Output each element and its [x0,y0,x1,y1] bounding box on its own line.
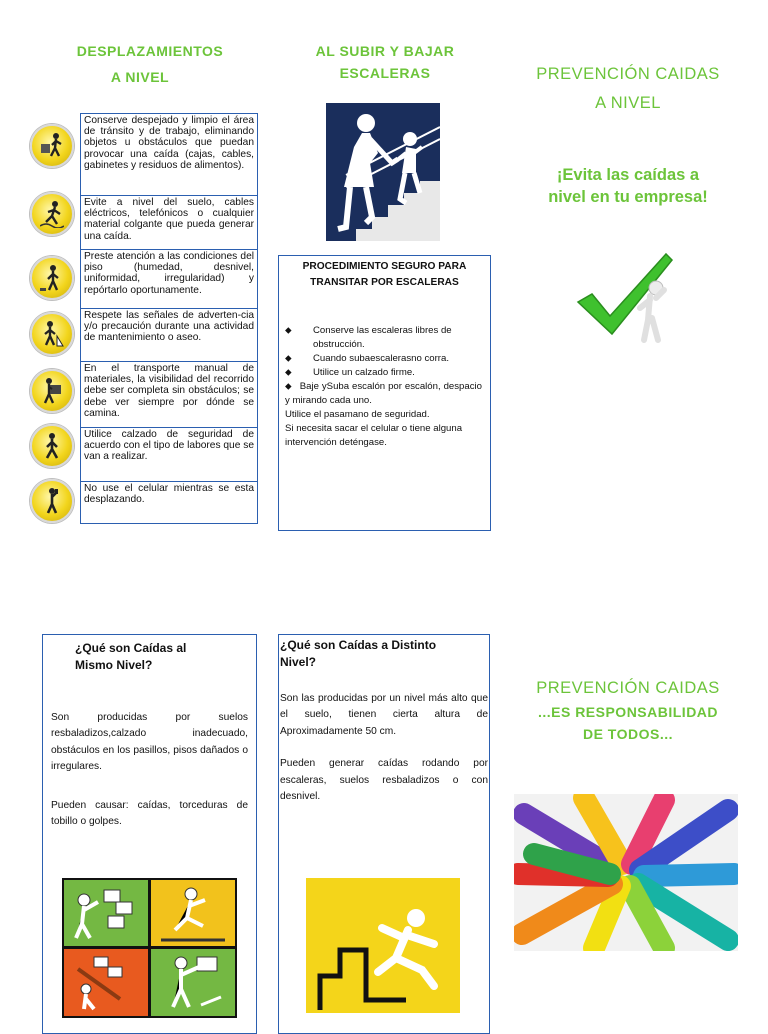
panel2-title-line2: ESCALERAS [339,65,431,81]
hands-image [514,794,738,951]
panel2-title-line1: AL SUBIR Y BAJAR [315,43,455,59]
table-row [81,309,257,362]
bullet-icon: ⬥ [285,367,292,378]
same-level-p2: Pueden causar: caídas, torceduras de tobillo o golpes. [51,799,248,828]
bullet-icon: ⬥ [285,381,292,392]
list-item-text: Baje ySuba escalón por escalón, despacio y mirando cada uno. [285,381,482,406]
phone-worker-icon [30,479,74,523]
row-text: Evite a nivel del suelo, cables eléctricos, telefónicos o cualquier material colgante que pueda generar una caída. [84,197,254,242]
list-item [279,324,482,352]
table-row [81,428,257,482]
table-row [81,250,257,309]
list-item-text: Cuando subaescalerasno corra. [313,353,449,364]
panel2-title [280,40,490,84]
list-extra: Si necesita sacar el celular o tiene alguna intervención deténgase. [285,423,463,448]
panel3-title-line2: A NIVEL [595,94,661,112]
same-level-title-line1: ¿Qué son Caídas al [75,641,187,655]
panel3-slogan [510,164,746,208]
list-extra: Utilice el pasamano de seguridad. [285,409,430,420]
list-item [279,380,482,408]
worker-boxes-icon [30,124,74,168]
different-level-title-line2: Nivel? [280,655,317,669]
row-text: Utilice calzado de seguridad de acuerdo con el tipo de labores que se van a realizar. [84,429,254,463]
proc-title-line2: TRANSITAR POR ESCALERAS [310,277,459,288]
row-text: No use el celular mientras se esta desplazando. [84,483,254,506]
bullet-icon: ⬥ [285,325,292,336]
slogan-line1: ¡Evita las caídas a [556,166,700,184]
carrying-load-icon [30,369,74,413]
stairs-image [326,103,440,241]
panel3-title-line1: PREVENCIÓN CAIDAS [536,65,720,83]
different-level-title [280,637,488,671]
same-level-title [75,640,248,674]
table-row [81,362,257,428]
panel6-title-line3: DE TODOS... [582,726,674,742]
same-level-p1: Son producidas por suelos resbaladizos,calzado inadecuado, obstáculos en los pasillos, pisos dañados o irregulares. [51,712,248,773]
stair-fall-image [306,878,460,1013]
proc-list [279,324,490,450]
list-item-text: Conserve las escaleras libres de obstrucción. [313,325,452,350]
walking-sign-icon [30,312,74,356]
table-row [81,196,257,250]
different-level-p1: Son las producidas por un nivel más alto que el suelo, tienen cierta altura de Aproximadamente 50 cm. [280,693,488,737]
row-text: Conserve despejado y limpio el área de tránsito y de trabajo, eliminando objetos u obstáculos que puedan provocar una caída (cajas, cables, gabinetes y residuos de alimentos). [84,115,254,171]
trip-cable-icon [30,192,74,236]
panel6-title-line1: PREVENCIÓN CAIDAS [536,679,720,697]
panel1-title [40,38,260,90]
row-text: Preste atención a las condiciones del piso (humedad, desnivel, uniformidad, irregularidad) y repórtarlo oportunamente. [84,251,254,296]
floor-worker-icon [30,256,74,300]
checkmark-icon [574,250,684,345]
table-row [81,482,257,523]
different-level-p2: Pueden generar caídas rodando por escaleras, suelos resbaladizos o con desnivel. [280,758,488,803]
list-item-text: Utilice un calzado firme. [313,367,415,378]
row-text: En el transporte manual de materiales, la visibilidad del recorrido debe ser completa sin obstáculos; se debe ver siempre por dónde se camina. [84,363,254,419]
same-level-title-line2: Mismo Nivel? [75,658,153,672]
row-text: Respete las señales de adverten-cia y/o precaución durante una actividad de mantenimiento o aseo. [84,310,254,344]
walking-worker-icon [30,424,74,468]
list-item [279,366,482,380]
slogan-line2: nivel en tu empresa! [548,188,708,206]
different-level-title-line1: ¿Qué son Caídas a Distinto [280,638,437,652]
table-row [81,114,257,196]
panel6-title [510,675,746,745]
proc-title [279,259,490,291]
panel1-title-line1: DESPLAZAMIENTOS [76,43,224,59]
proc-title-line1: PROCEDIMIENTO SEGURO PARA [302,261,467,272]
floor-safety-table [80,113,258,524]
fall-hazards-image [62,878,237,1018]
stairs-procedure-box [278,255,491,531]
panel6-title-line2: ...ES RESPONSABILIDAD [537,704,719,720]
panel1-title-line2: A NIVEL [110,69,170,85]
list-item [279,352,482,366]
bullet-icon: ⬥ [285,353,292,364]
panel3-title [510,60,746,118]
